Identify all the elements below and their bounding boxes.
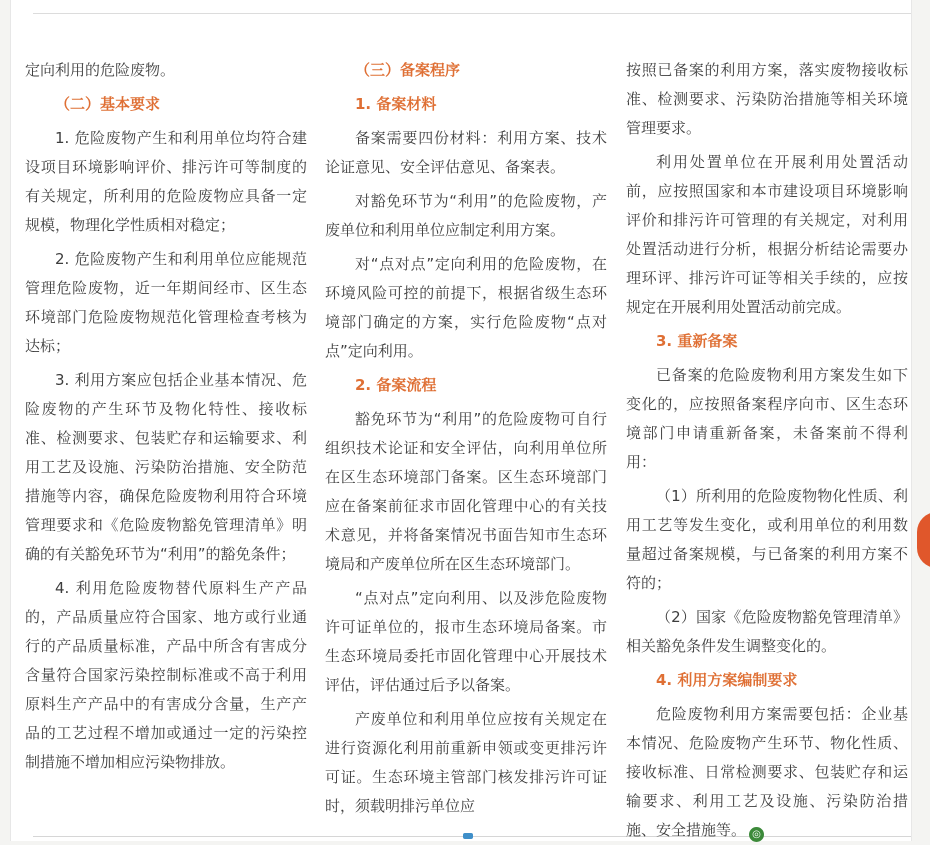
paragraph: 4. 利用危险废物替代原料生产产品的，产品质量应符合国家、地方或行业通行的产品质量标准，产品中所含有害成分含量符合国家污染控制标准或不高于利用原料生产产品中的有害成分含量，生产产品的工艺过程不增加或通过一定的污染控制措施不增加相应污染物排放。 [25,579,307,771]
floating-side-tab[interactable] [917,512,930,568]
paragraph: 对豁免环节为“利用”的危险废物，产废单位和利用单位应制定利用方案。 [325,192,607,239]
paragraph: 1. 危险废物产生和利用单位均符合建设项目环境影响评价、排污许可等制度的有关规定，所利用的危险废物应具备一定规模，物理化学性质相对稳定； [25,129,307,234]
paragraph: 按照已备案的利用方案，落实废物接收标准、检测要求、污染防治措施等相关环境管理要求。 [626,61,908,137]
paragraph: 定向利用的危险废物。 [25,61,176,79]
paragraph: 豁免环节为“利用”的危险废物可自行组织技术论证和安全评估，向利用单位所在区生态环境部门备案。区生态环境部门应在备案前征求市固化管理中心的有关技术意见，并将备案情况书面告知市生态环境局和产废单位所在区生态环境部门。 [325,410,607,573]
subheading-plan-requirements: 4. 利用方案编制要求 [656,671,798,689]
end-of-article-icon: ◎ [749,827,764,842]
subheading-filing-process: 2. 备案流程 [355,376,437,394]
subheading-refiling: 3. 重新备案 [656,332,738,350]
paragraph-text: 危险废物利用方案需要包括：企业基本情况、危险废物产生环节、物化性质、接收标准、日常检测要求、包装贮存和运输要求、利用工艺及设施、污染防治措施、安全措施等。 [626,705,908,839]
paragraph: 已备案的危险废物利用方案发生如下变化的，应按照备案程序向市、区生态环境部门申请重新备案，未备案前不得利用： [626,366,908,471]
paragraph: 3. 利用方案应包括企业基本情况、危险废物的产生环节及物化特性、接收标准、检测要求、包装贮存和运输要求、利用工艺及设施、污染防治措施、安全防范措施等内容，确保危险废物利用符合环境管理要求和《危险废物豁免管理清单》明确的有关豁免环节为“利用”的豁免条件； [25,371,307,563]
paragraph: 对“点对点”定向利用的危险废物，在环境风险可控的前提下，根据省级生态环境部门确定的方案，实行危险废物“点对点”定向利用。 [325,255,607,360]
top-divider [33,13,911,14]
paragraph: （1）所利用的危险废物物化性质、利用工艺等发生变化，或利用单位的利用数量超过备案规模，与已备案的利用方案不符的； [626,487,908,592]
article-column-3 [626,56,908,845]
section-heading-basic-requirements: （二）基本要求 [55,95,161,113]
paragraph: 产废单位和利用单位应按有关规定在进行资源化利用前重新申领或变更排污许可证。生态环境主管部门核发排污许可证时，须载明排污单位应 [325,710,607,815]
article-column-1 [25,56,307,777]
paragraph: 备案需要四份材料：利用方案、技术论证意见、安全评估意见、备案表。 [325,129,607,176]
article-column-2 [325,56,607,821]
paragraph: 利用处置单位在开展利用处置活动前，应按照国家和本市建设项目环境影响评价和排污许可管理的有关规定，对利用处置活动进行分析，根据分析结论需要办理环评、排污许可证等相关手续的，应按规定在开展利用处置活动前完成。 [626,153,908,316]
paragraph: 2. 危险废物产生和利用单位应能规范管理危险废物，近一年期间经市、区生态环境部门危险废物规范化管理检查考核为达标； [25,250,307,355]
paragraph: （2）国家《危险废物豁免管理清单》相关豁免条件发生调整变化的。 [626,608,908,655]
scroll-indicator [463,833,473,839]
paragraph-final [626,700,908,845]
paragraph: “点对点”定向利用、以及涉危险废物许可证单位的，报市生态环境局备案。市生态环境局委托市固化管理中心开展技术评估，评估通过后予以备案。 [325,589,607,694]
subheading-filing-materials: 1. 备案材料 [355,95,437,113]
section-heading-filing-procedure: （三）备案程序 [355,61,461,79]
